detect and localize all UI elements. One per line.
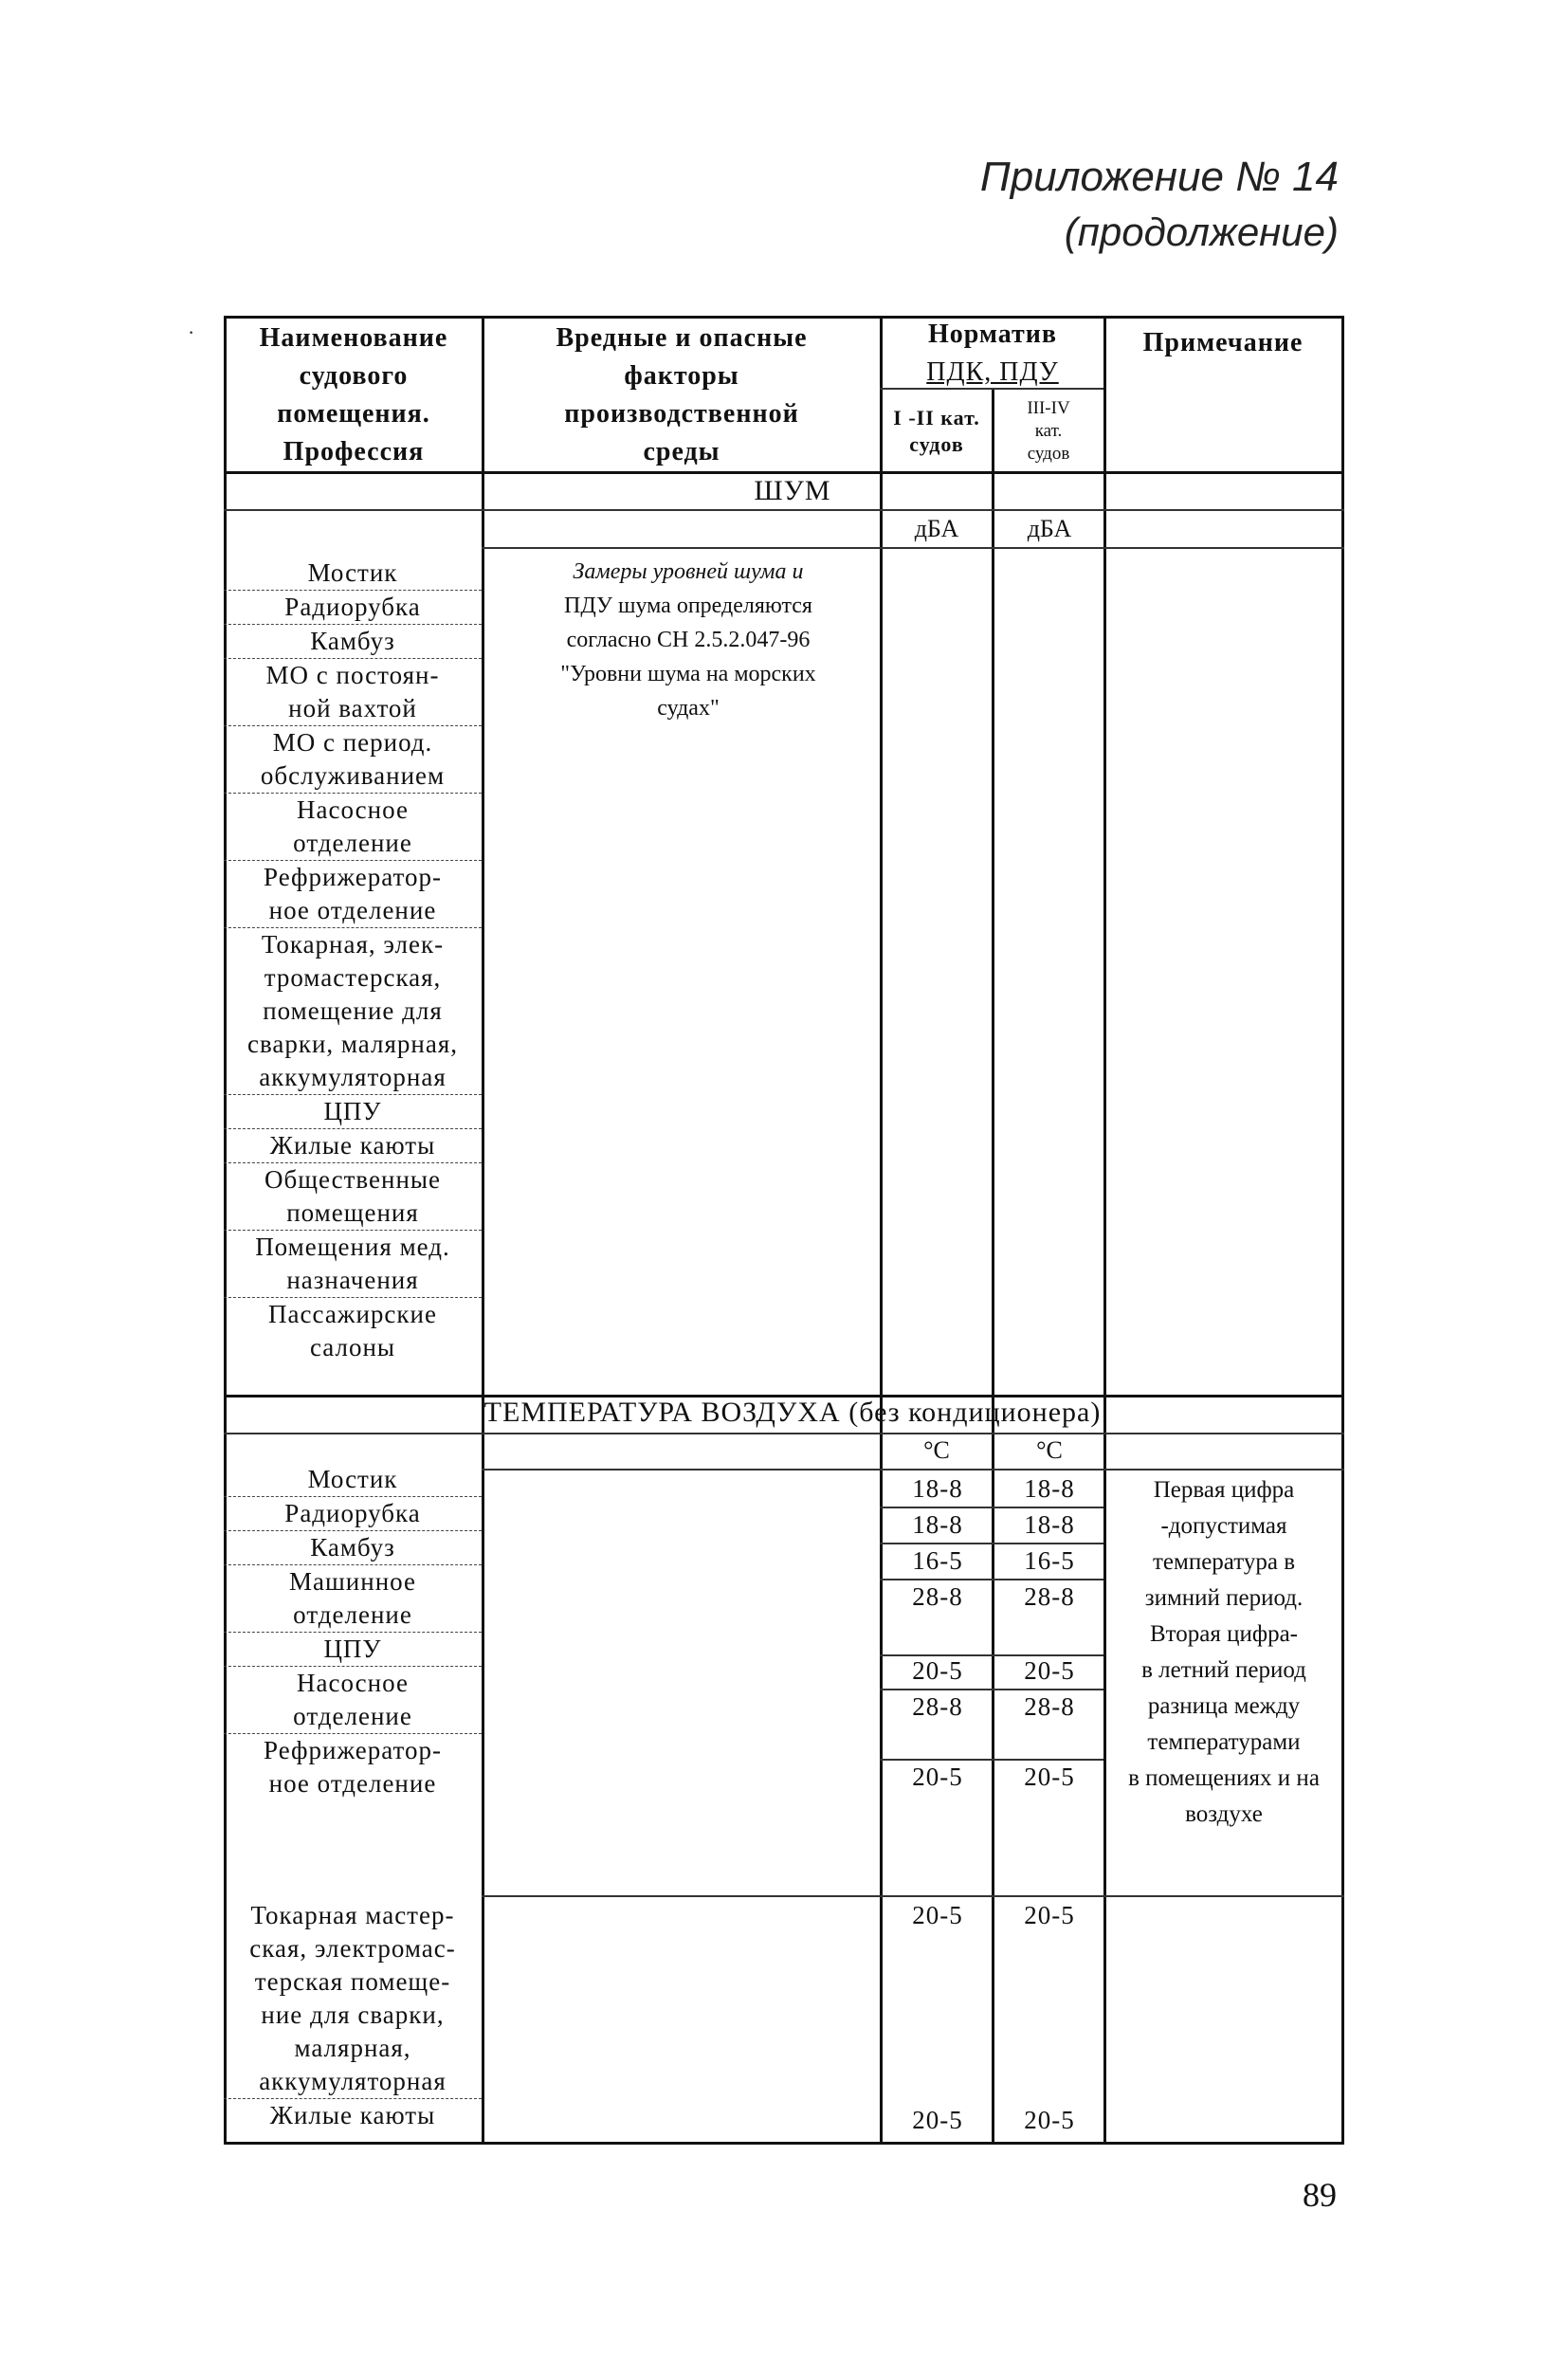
norms-table xyxy=(224,308,1344,2144)
temp-row-line xyxy=(880,1689,1103,1690)
room-name: малярная, xyxy=(294,2034,411,2062)
note-line: температурами xyxy=(1147,1729,1301,1755)
room-name: салоны xyxy=(309,1333,396,1361)
temp-row-line xyxy=(880,1759,1103,1761)
room-name: помещения xyxy=(224,1197,482,1231)
room-name: аккумуляторная xyxy=(224,2065,482,2099)
room-name: отделение xyxy=(224,1700,482,1734)
room-name: МО с период. xyxy=(272,728,433,757)
temp-value: 20-5 xyxy=(912,1763,963,1791)
note-line: зимний период. xyxy=(1144,1585,1304,1611)
room-name: Рефрижератор- xyxy=(264,863,442,891)
temp-value: 20-5 xyxy=(1024,1763,1075,1791)
note-line: воздухе xyxy=(1185,1801,1263,1827)
room-name: Жилые каюты xyxy=(224,1129,482,1163)
room-name: сварки, малярная, xyxy=(246,1030,459,1058)
room-name: Общественные xyxy=(264,1165,442,1194)
note-line: в летний период xyxy=(1141,1657,1306,1683)
col-header-cat-3-4 xyxy=(994,392,1103,471)
room-name: Рефрижератор- xyxy=(264,1736,442,1764)
header-bottom-line xyxy=(224,471,1344,474)
header-text: III-IV xyxy=(1027,398,1070,418)
room-name: Мостик xyxy=(224,1463,482,1497)
header-text: судов xyxy=(909,432,964,456)
note-line: разница между xyxy=(1147,1693,1301,1719)
room-name: отделение xyxy=(224,827,482,861)
room-name: Токарная мастер- xyxy=(250,1901,455,1929)
temperature-room-list-lower xyxy=(224,1899,482,2132)
temp-value: 28-8 xyxy=(912,1582,963,1611)
room-name: назначения xyxy=(224,1264,482,1298)
temp-value: 20-5 xyxy=(912,1656,963,1685)
temp-value: 18-8 xyxy=(1024,1510,1075,1539)
col-divider-4 xyxy=(1103,318,1106,2144)
header-text: помещения. xyxy=(277,399,430,429)
room-name: помещение для xyxy=(263,996,443,1025)
table-border-right xyxy=(1341,318,1344,2144)
header-text: Профессия xyxy=(283,437,425,466)
temperature-note xyxy=(1105,1472,1342,1833)
col-header-note xyxy=(1106,320,1340,367)
temp-row-line xyxy=(482,1895,880,1897)
factor-line: согласно СН 2.5.2.047-96 xyxy=(566,628,811,652)
temp-value: 18-8 xyxy=(912,1474,963,1503)
room-name: Пассажирские xyxy=(268,1300,437,1328)
header-text: судов xyxy=(1027,444,1070,464)
room-name: Машинное xyxy=(289,1567,416,1596)
temp-value: 16-5 xyxy=(1024,1546,1075,1575)
room-name: ное отделение xyxy=(268,1769,437,1798)
temp-row-line xyxy=(880,1543,1103,1544)
noise-unit-cat-1-2: дБА xyxy=(914,515,959,542)
col-header-norm xyxy=(882,320,1103,388)
header-text: ПДК, ПДУ xyxy=(926,357,1059,387)
header-text: среды xyxy=(643,437,720,466)
col-header-cat-1-2 xyxy=(882,392,992,471)
noise-section-title: ШУМ xyxy=(754,475,831,506)
temp-row-line xyxy=(880,1895,1103,1897)
temp-note-bottom-line xyxy=(1103,1895,1344,1897)
room-name: Радиорубка xyxy=(224,1497,482,1531)
noise-unit-line xyxy=(482,547,1344,549)
temp-value: 28-8 xyxy=(1024,1692,1075,1721)
margin-mark: · xyxy=(188,320,195,344)
temp-value: 18-8 xyxy=(1024,1474,1075,1503)
header-text: кат. xyxy=(1034,421,1063,441)
room-name: отделение xyxy=(224,1599,482,1633)
col-header-factors xyxy=(485,320,878,471)
room-name: обслуживанием xyxy=(224,759,482,794)
header-text: I -II кат. xyxy=(893,406,980,429)
temp-row-line xyxy=(880,1507,1103,1508)
room-name: ская, электромас- xyxy=(249,1934,456,1963)
temp-unit-cat-1-2: °С xyxy=(923,1436,950,1464)
temp-value: 20-5 xyxy=(1024,1901,1075,1929)
temperature-unit-line xyxy=(482,1469,1344,1471)
room-name: Насосное xyxy=(297,1669,409,1697)
room-name: ЦПУ xyxy=(224,1633,482,1667)
temp-value: 28-8 xyxy=(912,1692,963,1721)
noise-factor-text xyxy=(499,555,878,725)
room-name: тромастерская, xyxy=(264,963,442,992)
room-name: Помещения мед. xyxy=(255,1233,450,1261)
temp-value: 20-5 xyxy=(912,1901,963,1929)
factor-line: Замеры уровней шума и xyxy=(573,559,804,584)
room-name: Жилые каюты xyxy=(269,2101,436,2129)
note-line: -допустимая xyxy=(1160,1513,1287,1539)
col-divider-3 xyxy=(992,390,994,2144)
header-text: факторы xyxy=(624,361,739,391)
appendix-title: Приложение № 14 xyxy=(979,154,1339,200)
table-border-top xyxy=(224,316,1344,319)
factor-line: ПДУ шума определяются xyxy=(564,594,812,618)
noise-room-list xyxy=(224,557,482,1364)
note-line: Вторая цифра- xyxy=(1150,1621,1298,1647)
note-line: Первая цифра xyxy=(1153,1477,1295,1503)
note-line: температура в xyxy=(1152,1549,1295,1575)
room-name: Радиорубка xyxy=(224,591,482,625)
temperature-section-title: ТЕМПЕРАТУРА ВОЗДУХА (без кондиционера) xyxy=(483,1397,1102,1428)
room-name: Насосное xyxy=(297,795,409,824)
header-text: производственной xyxy=(564,399,799,429)
room-name: МО с постоян- xyxy=(265,661,440,689)
col-divider-1 xyxy=(482,318,484,2144)
room-name: ЦПУ xyxy=(224,1095,482,1129)
room-name: ной вахтой xyxy=(224,692,482,726)
temp-value: 20-5 xyxy=(912,2106,963,2134)
room-name: Мостик xyxy=(224,557,482,591)
header-text: Норматив xyxy=(927,320,1058,349)
temp-value: 20-5 xyxy=(1024,1656,1075,1685)
appendix-continuation: (продолжение) xyxy=(1064,210,1339,254)
factor-line: "Уровни шума на морских xyxy=(560,662,816,686)
header-text: Наименование xyxy=(259,323,448,353)
room-name: ное отделение xyxy=(224,894,482,928)
header-text: Примечание xyxy=(1142,328,1304,357)
temp-value: 16-5 xyxy=(912,1546,963,1575)
temp-value: 20-5 xyxy=(1024,2106,1075,2134)
header-text: Вредные и опасные xyxy=(556,323,808,353)
col-header-room xyxy=(228,320,480,471)
noise-unit-cat-3-4: дБА xyxy=(1027,515,1072,542)
room-name: терская помеще- xyxy=(254,1967,451,1996)
noise-section-line xyxy=(224,509,1344,511)
room-name: ние для сварки, xyxy=(261,2000,445,2029)
temperature-room-list xyxy=(224,1463,482,1800)
appendix-header xyxy=(980,150,1339,260)
temp-row-line xyxy=(880,1579,1103,1580)
header-text: судового xyxy=(299,361,409,391)
page-number: 89 xyxy=(1303,2176,1337,2214)
temp-unit-cat-3-4: °С xyxy=(1036,1436,1063,1464)
room-name: Камбуз xyxy=(224,1531,482,1565)
factor-line: судах" xyxy=(657,696,720,721)
temperature-title-line xyxy=(224,1433,1344,1434)
temp-value: 28-8 xyxy=(1024,1582,1075,1611)
note-line: в помещениях и на xyxy=(1128,1765,1320,1791)
room-name: аккумуляторная xyxy=(224,1061,482,1095)
room-name: Камбуз xyxy=(224,625,482,659)
room-name: Токарная, элек- xyxy=(261,930,445,959)
table-border-bottom xyxy=(224,2142,1344,2145)
temp-value: 18-8 xyxy=(912,1510,963,1539)
col-divider-2 xyxy=(880,318,883,2144)
